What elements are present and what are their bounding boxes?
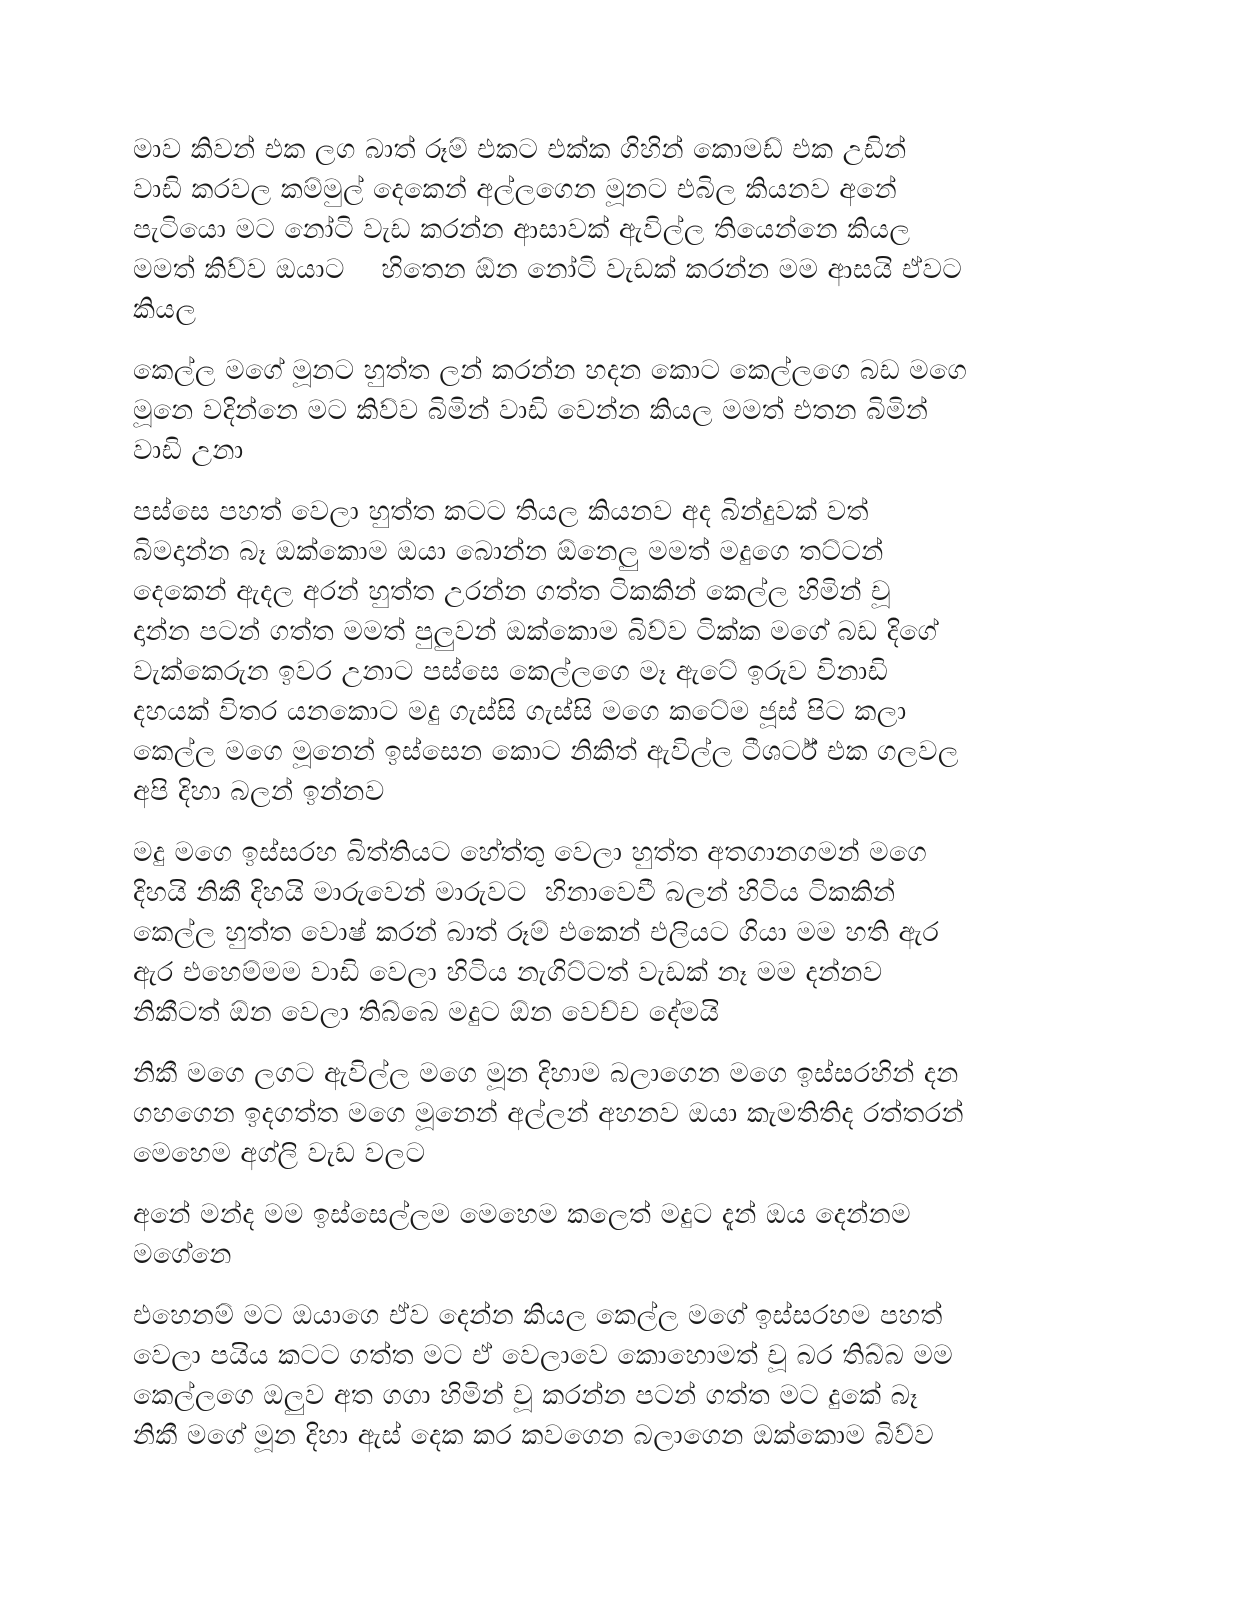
text-line: මගේනෙ xyxy=(133,1239,232,1270)
text-line: පැටියො මට නෝටි වැඩ කරන්න ආසාවක් ඇවිල්ල තියෙන්නෙ කියල xyxy=(133,214,911,245)
text-line: මෙහෙම අග්ලි වැඩ වලට xyxy=(133,1138,426,1169)
paragraph-3 xyxy=(133,492,1106,812)
text-line: කියල xyxy=(133,294,197,325)
text-line: කෙල්ල මගේ මූනට හුත්ත ලන් කරන්න හදන කොට කෙල්ලගෙ බඩ මගෙ xyxy=(133,355,968,386)
text-line: නිකී මගේ මූන දිහා ඇස් දෙක කර කවගෙන බලාගෙන ඔක්කොම බිව්ව xyxy=(133,1420,935,1451)
text-line: මදු මගෙ ඉස්සරහ බිත්තියට හේත්තු වෙලා හුත්ත අතගානගමන් මගෙ xyxy=(133,837,928,868)
text-line: බිමදාන්න බෑ ඔක්කොම ඔයා බොන්න ඕනෙලු මමත් මදුගෙ තට්ටන් xyxy=(133,536,884,567)
paragraph-1 xyxy=(133,130,1106,330)
text-line: මමත් කිව්ව ඔයාට හිතෙන ඕන නෝටි වැඩක් කරන්න මම ආසයි ඒවට xyxy=(133,254,963,285)
text-line: වැක්කෙරුන ඉවර උනාට පස්සෙ කෙල්ලගෙ මෑ ඇටේ ඉරුව විනාඩි xyxy=(133,656,889,687)
text-line: ඇර එහෙම්මම වාඩි වෙලා හිටිය නැගිට්ටත් වැඩක් නෑ මම දන්නව xyxy=(133,957,883,988)
paragraph-2 xyxy=(133,351,1106,471)
text-line: කෙල්ල මගෙ මූනෙන් ඉස්සෙන කොට නිකිත් ඇවිල්ල ටීශර්ට් එක ගලවල xyxy=(133,736,960,767)
text-line: ගහගෙන ඉදගත්ත මගෙ මූනෙන් අල්ලන් අහනව ඔයා කැමතිතිද රත්තරන් xyxy=(133,1098,964,1129)
text-line: දිහයි නිකී දිහයි මාරුවෙන් මාරුවට හිනාවෙවී බලන් හිටිය ටිකකින් xyxy=(133,877,896,908)
text-line: වෙලා පයිය කටට ගත්ත මට ඒ වෙලාවෙ කොහොමත් චූ බර තිබ්බ මම xyxy=(133,1340,954,1371)
paragraph-7 xyxy=(133,1296,1106,1456)
text-line: පස්සෙ පහත් වෙලා හුත්ත කටට තියල කියනව අද බින්දුවක් වත් xyxy=(133,496,869,527)
paragraph-5 xyxy=(133,1054,1106,1174)
text-line: කෙල්ල හුත්ත වොෂ් කරන් බාත් රූම් එකෙන් එලියට ගියා මම හති ඇර xyxy=(133,917,940,948)
text-line: වාඩි කරවල කම්මුල් දෙකෙන් අල්ලගෙන මූනට එබිල කියනව අනේ xyxy=(133,174,898,205)
text-line: කෙල්ලගෙ ඔලුව අත ගගා හිමින් චූ කරන්න පටන් ගත්ත මට දුකේ බෑ xyxy=(133,1380,918,1411)
text-line: මූනෙ වදින්නෙ මට කිව්ව බිමින් වාඩි වෙන්න කියල මමත් එතන බිමින් xyxy=(133,395,929,426)
text-line: වාඩි උනා xyxy=(133,435,244,466)
paragraph-6 xyxy=(133,1195,1106,1275)
text-line: අපි දිහා බලන් ඉන්නව xyxy=(133,776,385,807)
text-line: දාන්න පටන් ගත්ත මමත් පුලුවන් ඔක්කොම බිව්ව ටික්ක මගේ බඩ දිගේ xyxy=(133,616,938,647)
text-line: නිකීටත් ඕන වෙලා තිබ්බෙ මදුට ඕන වෙච්ච දේමයි xyxy=(133,997,720,1028)
text-line: දෙකෙන් ඇදල අරන් හුත්ත උරන්න ගත්ත ටිකකින් කෙල්ල හිමින් චූ xyxy=(133,576,891,607)
text-line: දහයක් විතර යනකොට මදු ගැස්සි ගැස්සි මගෙ කටේම ජූස් පිට කලා xyxy=(133,696,907,727)
text-line: මාව කිවන් එක ලග බාත් රූම් එකට එක්ක ගිහින් කොමඩ් එක උඩින් xyxy=(133,134,907,165)
paragraph-4 xyxy=(133,833,1106,1033)
text-line: එහෙනම් මට ඔයාගෙ ඒව දෙන්න කියල කෙල්ල මගේ ඉස්සරහම පහත් xyxy=(133,1300,943,1331)
text-line: නිකී මගෙ ලගට ඇවිල්ල මගෙ මූන දිහාම බලාගෙන මගෙ ඉස්සරහින් දන xyxy=(133,1058,959,1089)
text-line: අනේ මන්ද මම ඉස්සෙල්ලම මෙහෙම කලෙත් මදුට දැන් ඔය දෙන්නම xyxy=(133,1199,912,1230)
